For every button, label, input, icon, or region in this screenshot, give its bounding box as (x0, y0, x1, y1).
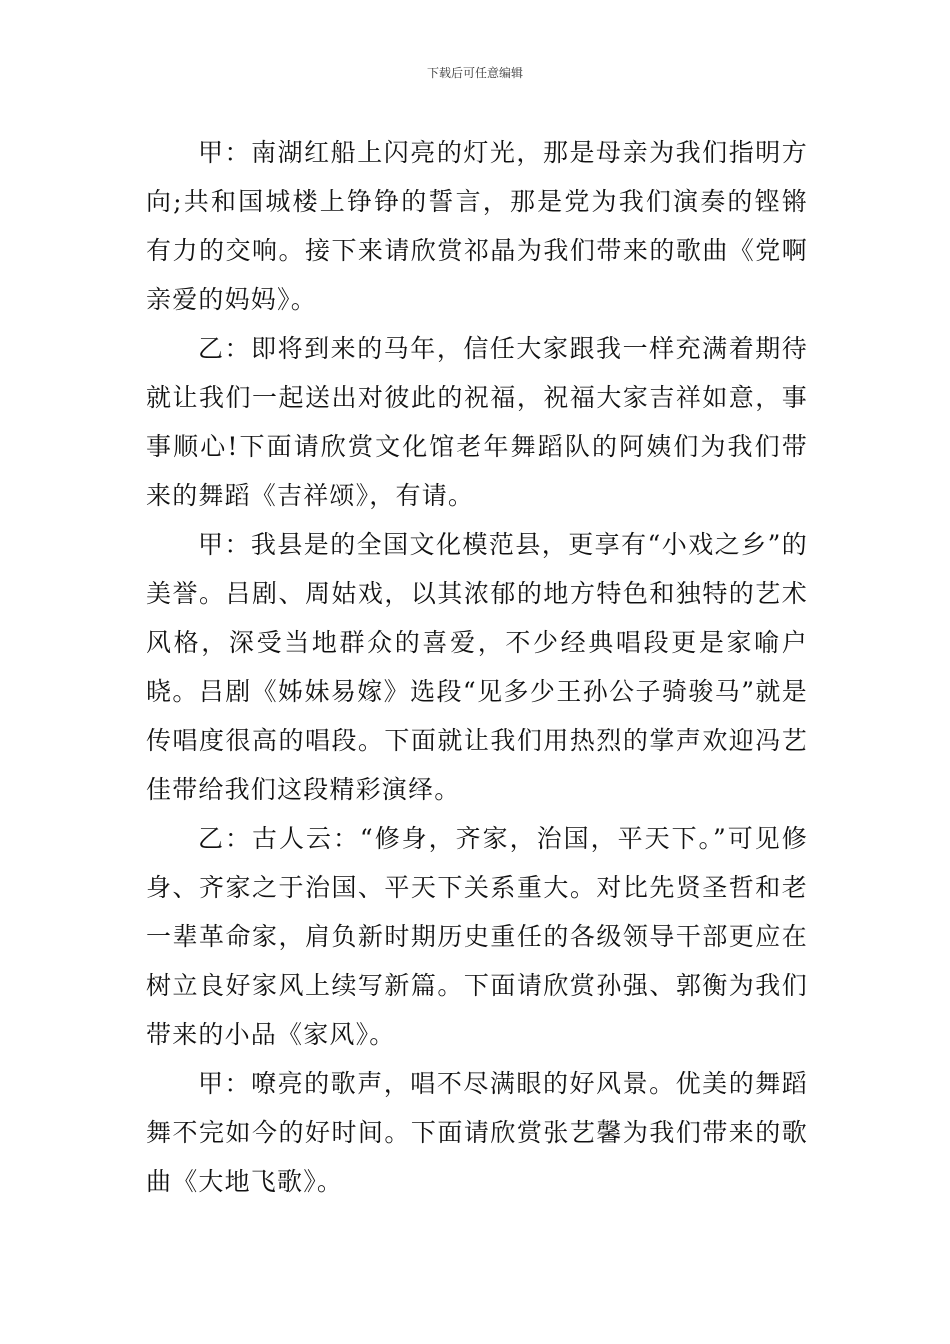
paragraph-4: 乙：古人云：“修身，齐家，治国，平天下。”可见修身、齐家之于治国、平天下关系重大。对比先贤圣哲和老一辈革命家，肩负新时期历史重任的各级领导干部更应在树立良好家风上续写新篇。下面请欣赏孙强、郭衡为我们带来的小品《家风》。 (146, 824, 808, 1049)
paragraph-5: 甲：嘹亮的歌声，唱不尽满眼的好风景。优美的舞蹈舞不完如今的好时间。下面请欣赏张艺馨为我们带来的歌曲《大地飞歌》。 (146, 1069, 808, 1196)
paragraph-2: 乙：即将到来的马年，信任大家跟我一样充满着期待就让我们一起送出对彼此的祝福，祝福大家吉祥如意，事事顺心!下面请欣赏文化馆老年舞蹈队的阿姨们为我们带来的舞蹈《吉祥颂》，有请。 (146, 334, 808, 510)
document-body (146, 128, 808, 1206)
page-header-note: 下载后可任意编辑 (426, 66, 523, 80)
paragraph-1: 甲：南湖红船上闪亮的灯光，那是母亲为我们指明方向;共和国城楼上铮铮的誓言，那是党为我们演奏的铿锵有力的交响。接下来请欣赏祁晶为我们带来的歌曲《党啊亲爱的妈妈》。 (146, 138, 808, 314)
paragraph-3: 甲：我县是的全国文化模范县，更享有“小戏之乡”的美誉。吕剧、周姑戏，以其浓郁的地方特色和独特的艺术风格，深受当地群众的喜爱，不少经典唱段更是家喻户晓。吕剧《姊妹易嫁》选段“见多少王孙公子骑骏马”就是传唱度很高的唱段。下面就让我们用热烈的掌声欢迎冯艺佳带给我们这段精彩演绎。 (146, 530, 808, 804)
